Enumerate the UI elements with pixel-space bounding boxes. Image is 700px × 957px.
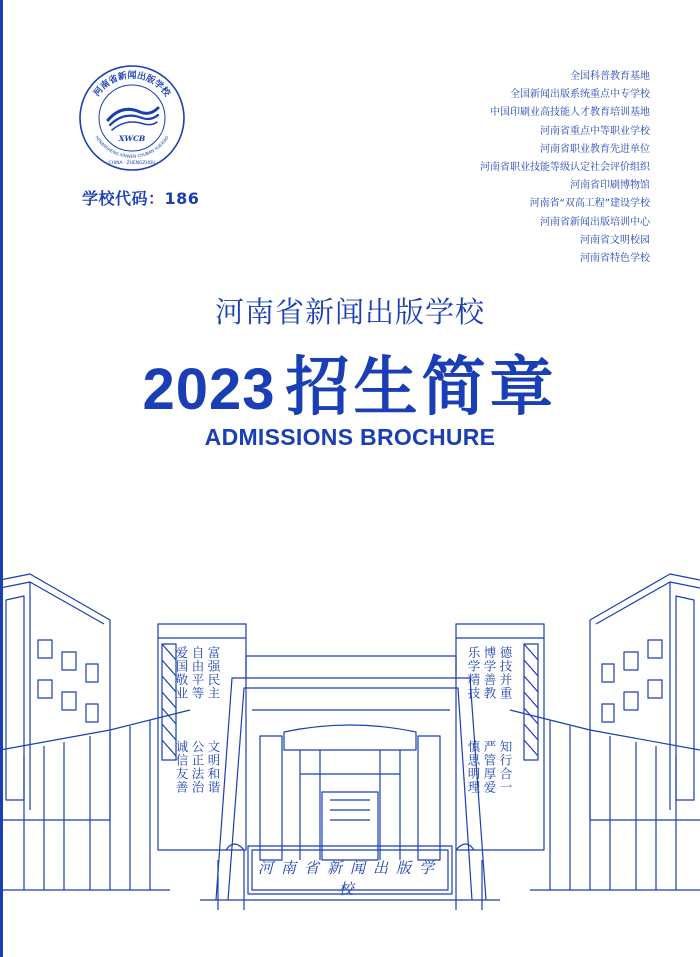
logo-wave-emblem — [108, 108, 158, 130]
title-main: 招生简章 — [285, 351, 558, 425]
values-column-1: 富强民主 — [206, 646, 221, 700]
motto-column-6: 慎思明理 — [466, 740, 481, 794]
motto-column-5: 严管厚爱 — [482, 740, 497, 794]
logo-ring-en: HENANSHENG XINWEN CHUBAN XUEXIAO — [94, 134, 170, 159]
values-column-4: 文明和谐 — [206, 740, 221, 794]
honor-item: 河南省新闻出版培训中心 — [540, 216, 650, 228]
motto-column-3: 乐学精技 — [466, 646, 481, 700]
school-logo — [78, 64, 186, 172]
values-column-3: 爱国敬业 — [174, 646, 189, 700]
honors-list — [480, 68, 650, 268]
honor-item: 河南省印刷博物馆 — [570, 180, 650, 192]
values-column-5: 公正法治 — [190, 740, 205, 794]
logo-emblem-text: XWCB — [118, 134, 146, 143]
honor-item: 河南省特色学校 — [580, 253, 650, 265]
motto-column-4: 知行合一 — [498, 740, 513, 794]
honor-item: 中国印刷业高技能人才教育培训基地 — [490, 107, 650, 119]
main-title — [0, 336, 700, 428]
honor-item: 河南省文明校园 — [580, 234, 650, 246]
subtitle: ADMISSIONS BROCHURE — [204, 424, 496, 450]
school-name: 河南省新闻出版学校 — [214, 295, 485, 329]
honor-item: 全国新闻出版系统重点中专学校 — [510, 89, 650, 101]
honor-item: 河南省重点中等职业学校 — [540, 125, 650, 137]
honor-item: 全国科普教育基地 — [570, 71, 650, 82]
values-column-6: 诚信友善 — [174, 740, 189, 794]
motto-column-2: 博学善教 — [482, 646, 497, 700]
logo-place: CHINA · ZHENGZHOU — [108, 161, 156, 166]
honor-item: 河南省职业技能等级认定社会评价组织 — [480, 162, 650, 174]
honor-item: 河南省“双高工程”建设学校 — [529, 198, 650, 210]
school-code: 学校代码：186 — [82, 189, 200, 208]
title-year: 2023 — [142, 357, 276, 422]
values-column-2: 自由平等 — [190, 646, 205, 700]
gate-plaque-text: 河南省新闻出版学校 — [257, 859, 442, 898]
logo-ring-cn: 河南省新闻出版学校 — [92, 71, 172, 99]
motto-column-1: 德技并重 — [498, 646, 513, 700]
honor-item: 河南省职业教育先进单位 — [540, 143, 650, 155]
